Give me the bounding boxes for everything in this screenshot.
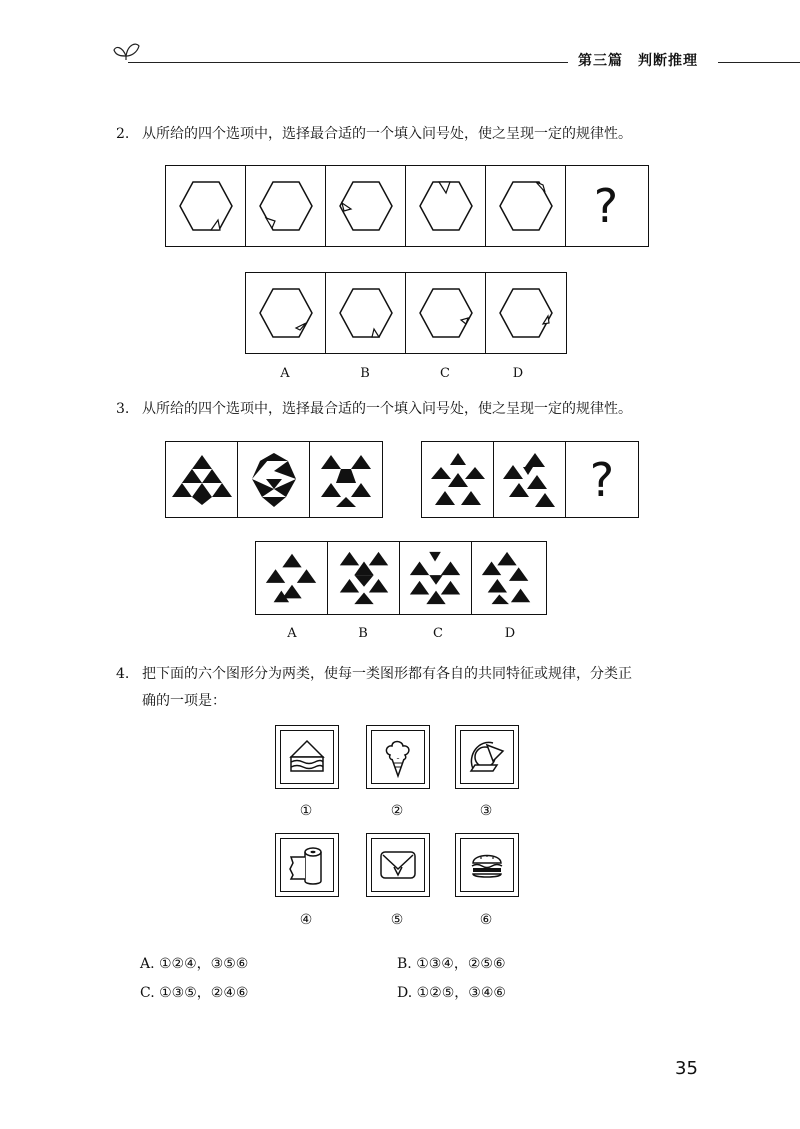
q2-seq-figure-1 [166, 166, 246, 246]
q4-figure-4-tissue-roll [275, 833, 339, 897]
q4-label-2: ② [390, 803, 404, 819]
envelope-icon [376, 843, 420, 887]
q4-number: 4. [116, 666, 130, 682]
q4-label-1: ① [299, 803, 313, 819]
q3-option-b-figure[interactable] [328, 542, 400, 614]
q2-option-a-figure[interactable] [246, 273, 326, 353]
q3-seq-figure-5 [494, 442, 566, 517]
q4-answer-c[interactable]: C. ①③⑤，②④⑥ [140, 985, 249, 1001]
cake-slice-icon [285, 735, 329, 779]
lamp-icon [465, 735, 509, 779]
q3-option-c-label: C [433, 626, 443, 641]
q2-option-a-label: A [280, 366, 290, 381]
q4-label-4: ④ [299, 912, 313, 928]
q2-option-b-figure[interactable] [326, 273, 406, 353]
q3-option-a-label: A [287, 626, 297, 641]
q4-figure-1-cake [275, 725, 339, 789]
q4-label-5: ⑤ [390, 912, 404, 928]
q4-label-3: ③ [479, 803, 493, 819]
q3-seq-figure-3 [310, 442, 382, 517]
header-rule-left [128, 62, 568, 63]
q3-text: 从所给的四个选项中，选择最合适的一个填入问号处，使之呈现一定的规律性。 [142, 401, 632, 417]
q2-options-strip [245, 272, 567, 354]
q2-sequence-strip [165, 165, 649, 247]
page-number: 35 [675, 1058, 698, 1079]
q3-seq-figure-2 [238, 442, 310, 517]
q2-option-d-figure[interactable] [486, 273, 566, 353]
header-sprout-icon [112, 34, 142, 62]
q2-option-b-label: B [360, 366, 370, 381]
q4-answer-a[interactable]: A. ①②④，③⑤⑥ [140, 956, 249, 972]
q3-sequence-strip-left [165, 441, 383, 518]
page-header-title: 第三篇 判断推理 [578, 53, 698, 69]
q2-option-c-label: C [440, 366, 450, 381]
q2-option-c-figure[interactable] [406, 273, 486, 353]
q3-option-c-figure[interactable] [400, 542, 472, 614]
q2-seq-figure-4 [406, 166, 486, 246]
q3-option-b-label: B [358, 626, 368, 641]
q3-question-mark: ? [589, 452, 615, 507]
q3-seq-figure-1 [166, 442, 238, 517]
q2-option-d-label: D [512, 366, 524, 381]
q2-number: 2. [116, 126, 130, 142]
q3-seq-figure-4 [422, 442, 494, 517]
q4-figure-5-envelope [366, 833, 430, 897]
q2-text: 从所给的四个选项中，选择最合适的一个填入问号处，使之呈现一定的规律性。 [142, 126, 632, 142]
q2-seq-figure-3 [326, 166, 406, 246]
burger-icon [465, 843, 509, 887]
q4-figure-2-icecream [366, 725, 430, 789]
q4-text-line2: 确的一项是： [142, 693, 226, 709]
q4-answer-d[interactable]: D. ①②⑤，③④⑥ [397, 985, 506, 1001]
q3-option-a-figure[interactable] [256, 542, 328, 614]
q4-text-line1: 把下面的六个图形分为两类，使每一类图形都有各自的共同特征或规律，分类正 [142, 666, 632, 682]
q4-figure-3-lamp [455, 725, 519, 789]
q2-seq-figure-5 [486, 166, 566, 246]
q3-option-d-figure[interactable] [472, 542, 544, 614]
q2-seq-figure-2 [246, 166, 326, 246]
q4-answer-b[interactable]: B. ①③④，②⑤⑥ [397, 956, 506, 972]
ice-cream-icon [376, 735, 420, 779]
q3-question-mark-cell [566, 442, 638, 517]
q4-figure-6-burger [455, 833, 519, 897]
q3-option-d-label: D [504, 626, 516, 641]
q3-number: 3. [116, 401, 130, 417]
q2-question-mark-cell [566, 166, 646, 246]
tissue-roll-icon [285, 843, 329, 887]
q4-label-6: ⑥ [479, 912, 493, 928]
q3-options-strip [255, 541, 547, 615]
q2-question-mark: ? [593, 179, 619, 233]
header-rule-right [718, 62, 800, 63]
q3-sequence-strip-right [421, 441, 639, 518]
